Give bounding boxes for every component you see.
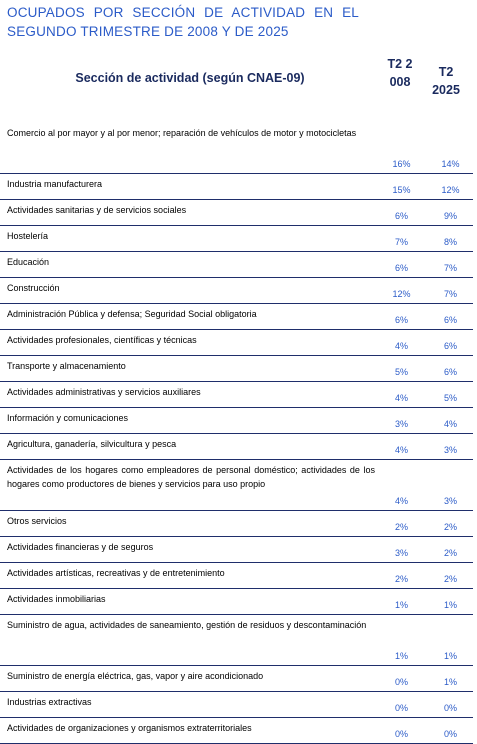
row-activity-label: Comercio al por mayor y al por menor; reparación de vehículos de motor y motocicletas: [0, 123, 375, 174]
row-activity-label: Actividades de organizaciones y organismos extraterritoriales: [0, 718, 375, 744]
row-value-2008: 1%: [375, 615, 428, 666]
table-row: [0, 356, 473, 382]
row-activity-label: Información y comunicaciones: [0, 408, 375, 434]
row-activity-label: Industria manufacturera: [0, 174, 375, 200]
row-value-2025: 6%: [428, 330, 473, 356]
row-value-2008: 6%: [375, 304, 428, 330]
table-row: [0, 304, 473, 330]
row-activity-label: Suministro de agua, actividades de saneamiento, gestión de residuos y descontaminación: [0, 615, 375, 666]
row-value-2008: 15%: [375, 174, 428, 200]
row-activity-label: Educación: [0, 252, 375, 278]
row-value-2008: 0%: [375, 666, 428, 692]
table-row: [0, 460, 473, 511]
row-value-2025: 6%: [428, 304, 473, 330]
table-row: [0, 718, 473, 744]
row-activity-label: Actividades inmobiliarias: [0, 589, 375, 615]
row-value-2008: 1%: [375, 589, 428, 615]
row-value-2008: 4%: [375, 434, 428, 460]
row-value-2025: 14%: [428, 123, 473, 174]
row-value-2025: 7%: [428, 278, 473, 304]
row-value-2008: 6%: [375, 252, 428, 278]
row-value-2025: 6%: [428, 356, 473, 382]
row-value-2025: 12%: [428, 174, 473, 200]
table-row: [0, 330, 473, 356]
row-value-2008: 4%: [375, 460, 428, 511]
row-value-2025: 8%: [428, 226, 473, 252]
row-value-2025: 1%: [428, 666, 473, 692]
row-value-2025: 2%: [428, 511, 473, 537]
table-row: [0, 615, 473, 666]
table-row: [0, 589, 473, 615]
row-value-2008: 2%: [375, 511, 428, 537]
row-activity-label: Administración Pública y defensa; Seguridad Social obligatoria: [0, 304, 375, 330]
row-value-2025: 2%: [428, 563, 473, 589]
table-header: [0, 47, 477, 123]
row-activity-label: Actividades profesionales, científicas y técnicas: [0, 330, 375, 356]
data-table: [0, 123, 473, 744]
row-activity-label: Actividades de los hogares como empleadores de personal doméstico; actividades de los hogares como productores de bienes y servicios para uso propio: [0, 460, 375, 511]
row-value-2025: 4%: [428, 408, 473, 434]
row-activity-label: Hostelería: [0, 226, 375, 252]
table-row: [0, 434, 473, 460]
row-value-2025: 0%: [428, 692, 473, 718]
row-activity-label: Actividades sanitarias y de servicios sociales: [0, 200, 375, 226]
row-activity-label: Construcción: [0, 278, 375, 304]
row-value-2025: 1%: [428, 615, 473, 666]
row-value-2008: 16%: [375, 123, 428, 174]
row-activity-label: Actividades administrativas y servicios auxiliares: [0, 382, 375, 408]
row-value-2008: 3%: [375, 408, 428, 434]
row-activity-label: Actividades financieras y de seguros: [0, 537, 375, 563]
header-col-2025: T2 2025: [432, 65, 460, 97]
row-value-2008: 4%: [375, 382, 428, 408]
table-row: [0, 666, 473, 692]
row-activity-label: Agricultura, ganadería, silvicultura y pesca: [0, 434, 375, 460]
row-value-2025: 0%: [428, 718, 473, 744]
header-section-label: Sección de actividad (según CNAE-09): [75, 71, 305, 85]
row-activity-label: Transporte y almacenamiento: [0, 356, 375, 382]
table-title: OCUPADOS POR SECCIÓN DE ACTIVIDAD EN EL SEGUNDO TRIMESTRE DE 2008 Y DE 2025: [7, 5, 359, 39]
table-row: [0, 174, 473, 200]
table-row: [0, 226, 473, 252]
row-value-2008: 3%: [375, 537, 428, 563]
row-value-2008: 5%: [375, 356, 428, 382]
header-col-2008: T2 2008: [387, 57, 413, 89]
table-row: [0, 511, 473, 537]
row-value-2008: 2%: [375, 563, 428, 589]
table-row: [0, 123, 473, 174]
row-activity-label: Actividades artísticas, recreativas y de entretenimiento: [0, 563, 375, 589]
table-row: [0, 563, 473, 589]
table-row: [0, 537, 473, 563]
row-value-2025: 7%: [428, 252, 473, 278]
row-activity-label: Suministro de energía eléctrica, gas, vapor y aire acondicionado: [0, 666, 375, 692]
row-activity-label: Otros servicios: [0, 511, 375, 537]
row-value-2025: 2%: [428, 537, 473, 563]
row-value-2008: 6%: [375, 200, 428, 226]
row-value-2025: 1%: [428, 589, 473, 615]
row-value-2008: 4%: [375, 330, 428, 356]
row-value-2008: 12%: [375, 278, 428, 304]
row-value-2008: 0%: [375, 692, 428, 718]
table-row: [0, 278, 473, 304]
row-value-2025: 9%: [428, 200, 473, 226]
row-value-2008: 7%: [375, 226, 428, 252]
row-value-2025: 5%: [428, 382, 473, 408]
table-row: [0, 252, 473, 278]
table-row: [0, 692, 473, 718]
table-row: [0, 382, 473, 408]
table-row: [0, 408, 473, 434]
row-value-2008: 0%: [375, 718, 428, 744]
row-value-2025: 3%: [428, 434, 473, 460]
row-activity-label: Industrias extractivas: [0, 692, 375, 718]
table-row: [0, 200, 473, 226]
row-value-2025: 3%: [428, 460, 473, 511]
